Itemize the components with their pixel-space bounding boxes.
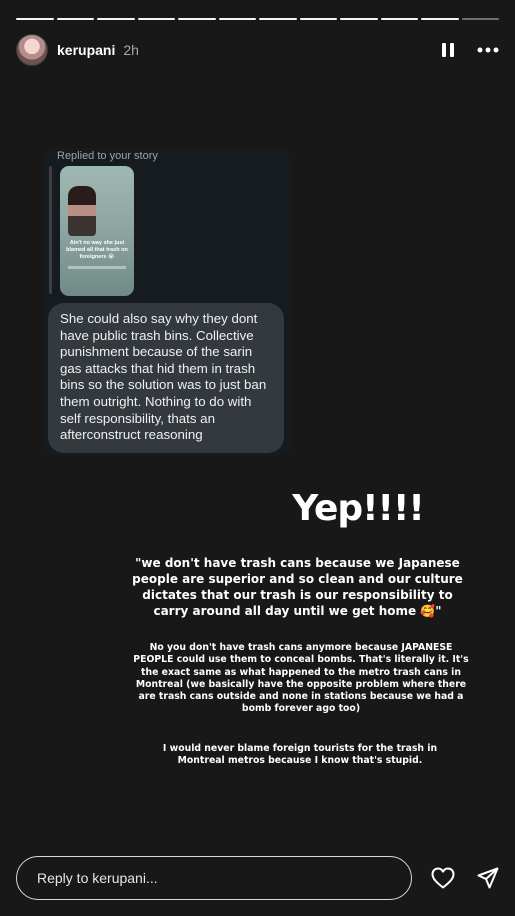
progress-segment: [219, 18, 257, 20]
thumbnail-subtext: [68, 266, 126, 269]
thumbnail-caption: Ain't no way she just blamed all that trash on foreigners 😭: [66, 240, 128, 260]
story-reply-screenshot: [44, 148, 291, 455]
quote-text: "we don't have trash cans because we Japanese people are superior and so clean and our culture dictates that our trash is our responsibility to carry around all day until we get home 🥰": [132, 556, 463, 618]
progress-segment: [16, 18, 54, 20]
heart-icon[interactable]: [431, 867, 455, 889]
story-thumbnail: [60, 166, 134, 296]
progress-segment: [462, 18, 500, 20]
progress-segment: [138, 18, 176, 20]
story-footer: [16, 856, 499, 900]
progress-segment: [381, 18, 419, 20]
progress-segment: [300, 18, 338, 20]
username[interactable]: kerupani: [57, 42, 116, 58]
progress-segment: [178, 18, 216, 20]
closing-text: I would never blame foreign tourists for the trash in Montreal metros because I know that's stupid.: [162, 743, 438, 767]
progress-segment: [340, 18, 378, 20]
progress-segment: [57, 18, 95, 20]
pause-icon[interactable]: [441, 42, 455, 58]
message-bubble: She could also say why they dont have public trash bins. Collective punishment because of the sarin gas attacks that hid them in trash bins so the solution was to just ban them outright. Nothing to do with self responsibility, thats an afterconstruct reasoning: [48, 303, 284, 453]
progress-segment: [421, 18, 459, 20]
replied-to-story-label: Replied to your story: [57, 150, 158, 162]
headline-text: Yep!!!!: [292, 488, 424, 529]
more-icon[interactable]: [477, 47, 499, 53]
thumbnail-person: [68, 186, 96, 236]
progress-segment: [97, 18, 135, 20]
reply-input[interactable]: [16, 856, 412, 900]
send-icon[interactable]: [477, 867, 499, 889]
story-progress-bar: [16, 18, 499, 20]
avatar[interactable]: [16, 34, 48, 66]
reply-indicator-bar: [49, 166, 52, 294]
story-header: [16, 32, 499, 68]
progress-segment: [259, 18, 297, 20]
post-time: 2h: [123, 42, 139, 58]
explanation-text: No you don't have trash cans anymore because JAPANESE PEOPLE could use them to conceal bombs. That's literally it. It's the exact same as what happened to the metro trash cans in Montreal (we basically have the opposite problem where there are trash cans outside and none in stations because we had a bomb forever ago too): [133, 642, 469, 715]
